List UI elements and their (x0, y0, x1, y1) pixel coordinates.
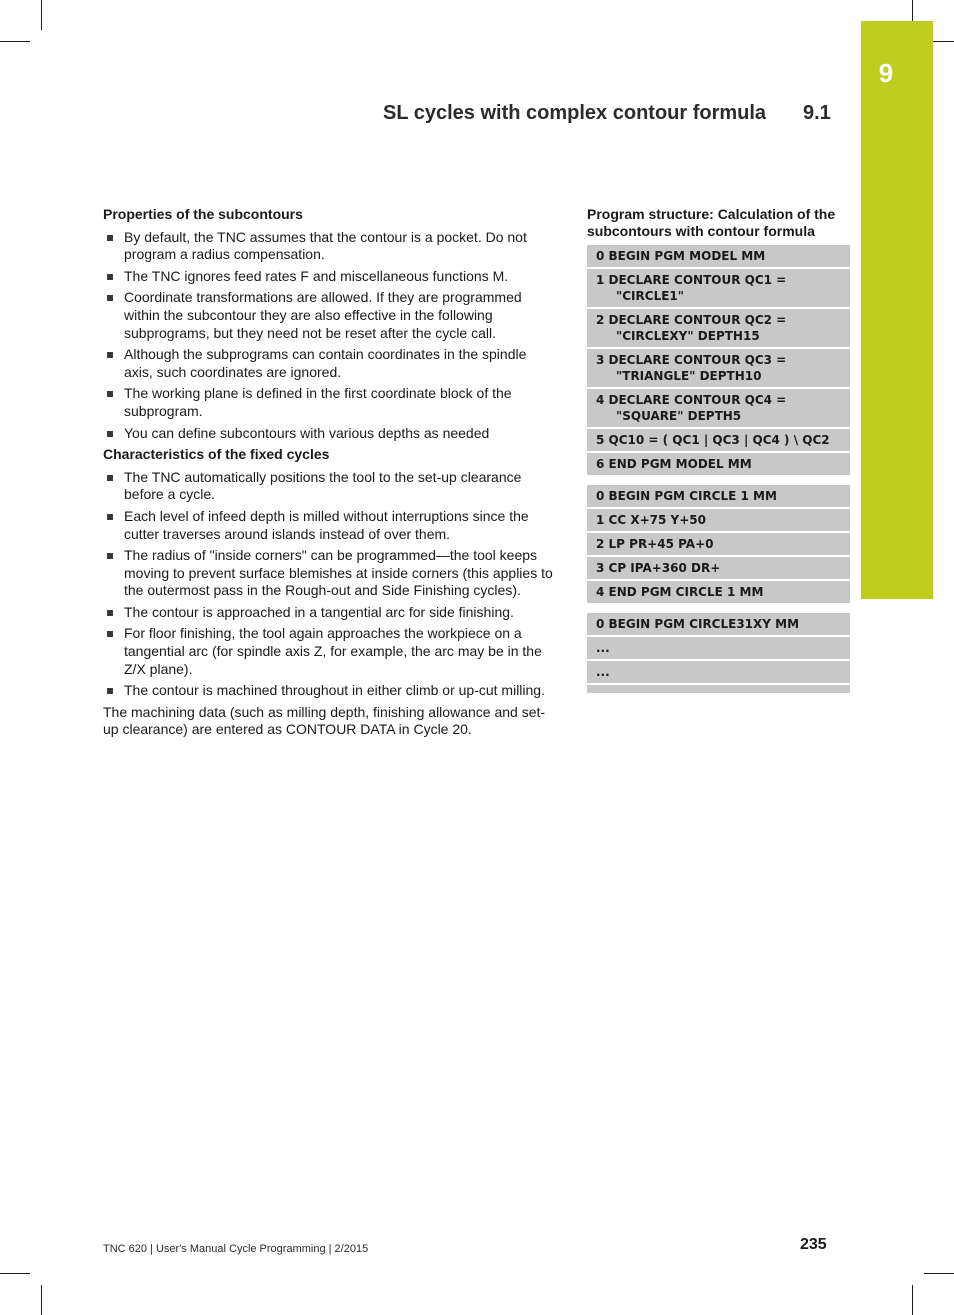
right-column (587, 206, 850, 693)
crop-mark (41, 0, 42, 30)
page-title: SL cycles with complex contour formula (383, 102, 767, 124)
bullet-icon (107, 514, 113, 520)
list-item: Coordinate transformations are allowed. If they are programmed within the subcontour they are also effective in the following subprograms, but they need not be reset after the cycle call. (103, 289, 555, 342)
page-number: 235 (800, 1236, 827, 1253)
code-line: 0 BEGIN PGM CIRCLE 1 MM (587, 485, 850, 509)
left-column (103, 206, 555, 739)
machining-data-paragraph: The machining data (such as milling depth, finishing allowance and set-up clearance) are entered as CONTOUR DATA in Cycle 20. (103, 703, 546, 738)
heading-properties: Properties of the subcontours (103, 206, 303, 222)
code-line: 4 END PGM CIRCLE 1 MM (587, 581, 850, 605)
bullet-icon (107, 610, 113, 616)
bullet-icon (107, 688, 113, 694)
code-line: 5 QC10 = ( QC1 | QC3 | QC4 ) \ QC2 (587, 429, 850, 453)
list-item: Although the subprograms can contain coordinates in the spindle axis, such coordinates are ignored. (103, 346, 555, 381)
code-line: ... (587, 661, 850, 685)
crop-mark (41, 1285, 42, 1315)
chapter-tab (861, 21, 933, 599)
bullet-icon (107, 553, 113, 559)
bullet-icon (107, 631, 113, 637)
code-line: 3 DECLARE CONTOUR QC3 = "TRIANGLE" DEPTH10 (587, 349, 850, 389)
list-item: For floor finishing, the tool again approaches the workpiece on a tangential arc (for spindle axis Z, for example, the arc may be in the Z/X plane). (103, 625, 555, 678)
program-model-table (587, 245, 850, 477)
properties-list (103, 229, 555, 443)
list-item: The working plane is defined in the first coordinate block of the subprogram. (103, 385, 555, 420)
bullet-icon (107, 475, 113, 481)
code-line: 0 BEGIN PGM MODEL MM (587, 245, 850, 269)
crop-mark (0, 41, 30, 42)
footer-text: TNC 620 | User's Manual Cycle Programming | 2/2015 (103, 1243, 369, 1255)
code-line: 2 DECLARE CONTOUR QC2 = "CIRCLEXY" DEPTH15 (587, 309, 850, 349)
program-circlexy-table (587, 613, 850, 693)
crop-mark (0, 1273, 30, 1274)
code-line: 1 CC X+75 Y+50 (587, 509, 850, 533)
bullet-icon (107, 431, 113, 437)
code-line: 1 DECLARE CONTOUR QC1 = "CIRCLE1" (587, 269, 850, 309)
crop-mark (924, 1273, 954, 1274)
list-item: You can define subcontours with various depths as needed (103, 425, 555, 443)
section-number: 9.1 (803, 102, 831, 124)
code-line: ... (587, 637, 850, 661)
list-item: By default, the TNC assumes that the contour is a pocket. Do not program a radius compensation. (103, 229, 555, 264)
bullet-icon (107, 235, 113, 241)
bullet-icon (107, 352, 113, 358)
list-item: The TNC automatically positions the tool to the set-up clearance before a cycle. (103, 469, 555, 504)
code-line: 2 LP PR+45 PA+0 (587, 533, 850, 557)
program-circle-table (587, 485, 850, 605)
crop-mark (912, 1285, 913, 1315)
list-item: The radius of "inside corners" can be programmed—the tool keeps moving to prevent surface blemishes at inside corners (this applies to the outermost pass in the Rough-out and Side Finishing cycles). (103, 547, 555, 600)
heading-characteristics: Characteristics of the fixed cycles (103, 446, 330, 463)
bullet-icon (107, 295, 113, 301)
list-item: The contour is machined throughout in either climb or up-cut milling. (103, 682, 555, 700)
list-item: Each level of infeed depth is milled without interruptions since the cutter traverses around islands instead of over them. (103, 508, 555, 543)
table-end (587, 685, 850, 693)
code-line: 0 BEGIN PGM CIRCLE31XY MM (587, 613, 850, 637)
bullet-icon (107, 391, 113, 397)
list-item: The TNC ignores feed rates F and miscellaneous functions M. (103, 268, 555, 286)
code-line: 3 CP IPA+360 DR+ (587, 557, 850, 581)
characteristics-list (103, 469, 555, 700)
code-line: 4 DECLARE CONTOUR QC4 = "SQUARE" DEPTH5 (587, 389, 850, 429)
code-line: 6 END PGM MODEL MM (587, 453, 850, 477)
list-item: The contour is approached in a tangential arc for side finishing. (103, 604, 555, 622)
chapter-number: 9 (878, 58, 894, 88)
program-structure-heading: Program structure: Calculation of the subcontours with contour formula (587, 206, 836, 239)
bullet-icon (107, 274, 113, 280)
